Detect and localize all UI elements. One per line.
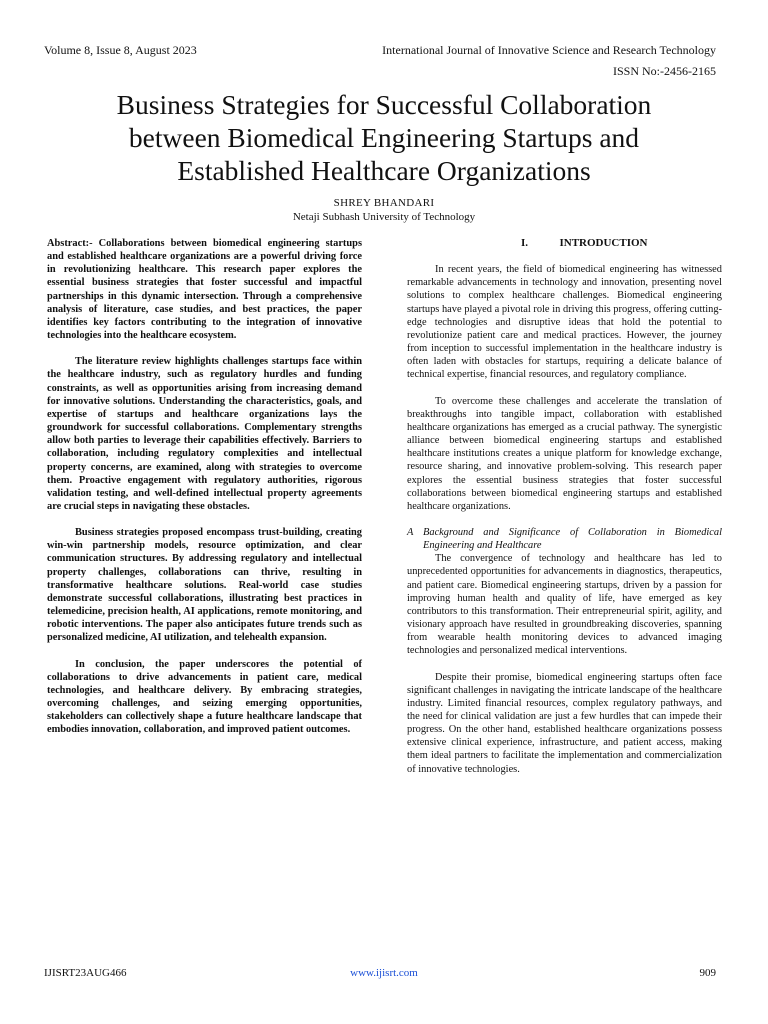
author-affiliation: Netaji Subhash University of Technology bbox=[292, 211, 476, 223]
title-line: Business Strategies for Successful Collaboration bbox=[116, 89, 652, 120]
intro-paragraph: In recent years, the field of biomedical engineering has witnessed remarkable advancements in technology and innovation, presenting novel solutions to complex healthcare challenges. Biomedical engineering startups have played a pivotal role in driving this progress, offering cutting-edge technologies and disruptive ideas that hold the potential to revolutionize patient care and medical practices. However, the journey from inception to successful implementation in the healthcare industry is often laden with obstacles for startups, requiring a delicate balance of technical expertise, financial resources, and regulatory compliance. bbox=[407, 264, 722, 381]
journal-name: International Journal of Innovative Science and Research Technology bbox=[382, 43, 716, 57]
volume-info: Volume 8, Issue 8, August 2023 bbox=[44, 43, 197, 57]
abstract-paragraph: The literature review highlights challenges startups face within the healthcare industry, such as regulatory hurdles and funding constraints, as well as opportunities arising from increasing demand for innovative solutions. Understanding the characteristics, goals, and expertise of startups and healthcare organizations lays the groundwork for successful collaborations. Complementary strengths allow both parties to leverage their capabilities effectively. Barriers to collaboration, including regulatory complexities and intellectual property concerns, are examined, along with strategies to overcome them. Proactive engagement with regulatory authorities, rigorous validation testing, and well-defined intellectual property agreements are crucial steps in navigating these obstacles. bbox=[47, 356, 362, 512]
subsection-paragraph: The convergence of technology and healthcare has led to unprecedented opportunities for advancements in diagnostics, therapeutics, and patient care. Biomedical engineering startups, driven by a passion for improving human health and quality of life, have emerged as key contributors to this transformation. Their entrepreneurial spirit, agility, and visionary approach have resulted in groundbreaking discoveries, spanning from wearable health monitoring devices to advanced imaging technologies and personalized medical interventions. bbox=[407, 553, 722, 657]
author-name: SHREY BHANDARI bbox=[333, 197, 435, 209]
article-id: IJISRT23AUG466 bbox=[44, 967, 127, 979]
page-number: 909 bbox=[699, 967, 716, 979]
section-number: I. bbox=[520, 237, 528, 249]
abstract-paragraph: Abstract:- Collaborations between biomedical engineering startups and established healthcare organizations are a powerful driving force in revolutionizing healthcare. This research paper explores the essential business strategies that foster successful and impactful partnerships in this dynamic intersection. Through a comprehensive analysis of literature, case studies, and best practices, the paper identifies key factors contributing to the integration of innovative technologies into the healthcare ecosystem. bbox=[47, 238, 362, 342]
issn: ISSN No:-2456-2165 bbox=[612, 64, 716, 78]
intro-paragraph: To overcome these challenges and accelerate the translation of breakthroughs into tangible impact, collaboration with established healthcare organizations has emerged as a crucial pathway. The synergistic alliance between biomedical engineering startups and established healthcare institutions creates a unique platform for knowledge exchange, resource sharing, and innovative problem-solving. This research paper explores the essential business strategies that foster successful collaborations between biomedical engineering startups and established healthcare organizations. bbox=[407, 395, 722, 512]
section-title: INTRODUCTION bbox=[559, 237, 648, 249]
paper-title bbox=[40, 88, 728, 187]
title-line: Established Healthcare Organizations bbox=[177, 155, 591, 186]
section-heading bbox=[407, 237, 722, 250]
subsection-heading: A Background and Significance of Collaboration in Biomedical Engineering and Healthcare bbox=[407, 526, 722, 552]
abstract-paragraph: In conclusion, the paper underscores the potential of collaborations to drive advancements in patient care, medical technologies, and healthcare delivery. By embracing strategies, overcoming challenges, and seizing emerging opportunities, stakeholders can collectively shape a future healthcare landscape that embodies innovation, collaboration, and improved patient outcomes. bbox=[47, 658, 362, 736]
abstract-paragraph: Business strategies proposed encompass trust-building, creating win-win partnership models, resource optimization, and clear communication structures. By addressing regulatory and intellectual property challenges, collaborations can thrive, resulting in transformative healthcare solutions. Real-world case studies demonstrate successful collaborations, illustrating best practices in telemedicine, precision health, AI applications, remote monitoring, and robotic interventions. The paper also anticipates future trends such as personalized medicine, AI utilization, and telehealth expansion. bbox=[47, 527, 362, 644]
journal-url-link[interactable]: www.ijisrt.com bbox=[350, 967, 418, 979]
introduction-column bbox=[407, 237, 722, 789]
title-line: between Biomedical Engineering Startups and bbox=[128, 122, 640, 153]
subsection-paragraph: Despite their promise, biomedical engineering startups often face significant challenges in navigating the intricate landscape of the healthcare industry. Limited financial resources, complex regulatory pathways, and the need for clinical validation are just a few hurdles that can impede their progress. On the other hand, established healthcare organizations possess extensive clinical experience, infrastructure, and patient access, making them ideal partners to facilitate the implementation and commercialization of innovative technologies. bbox=[407, 671, 722, 775]
abstract-column bbox=[47, 237, 362, 749]
